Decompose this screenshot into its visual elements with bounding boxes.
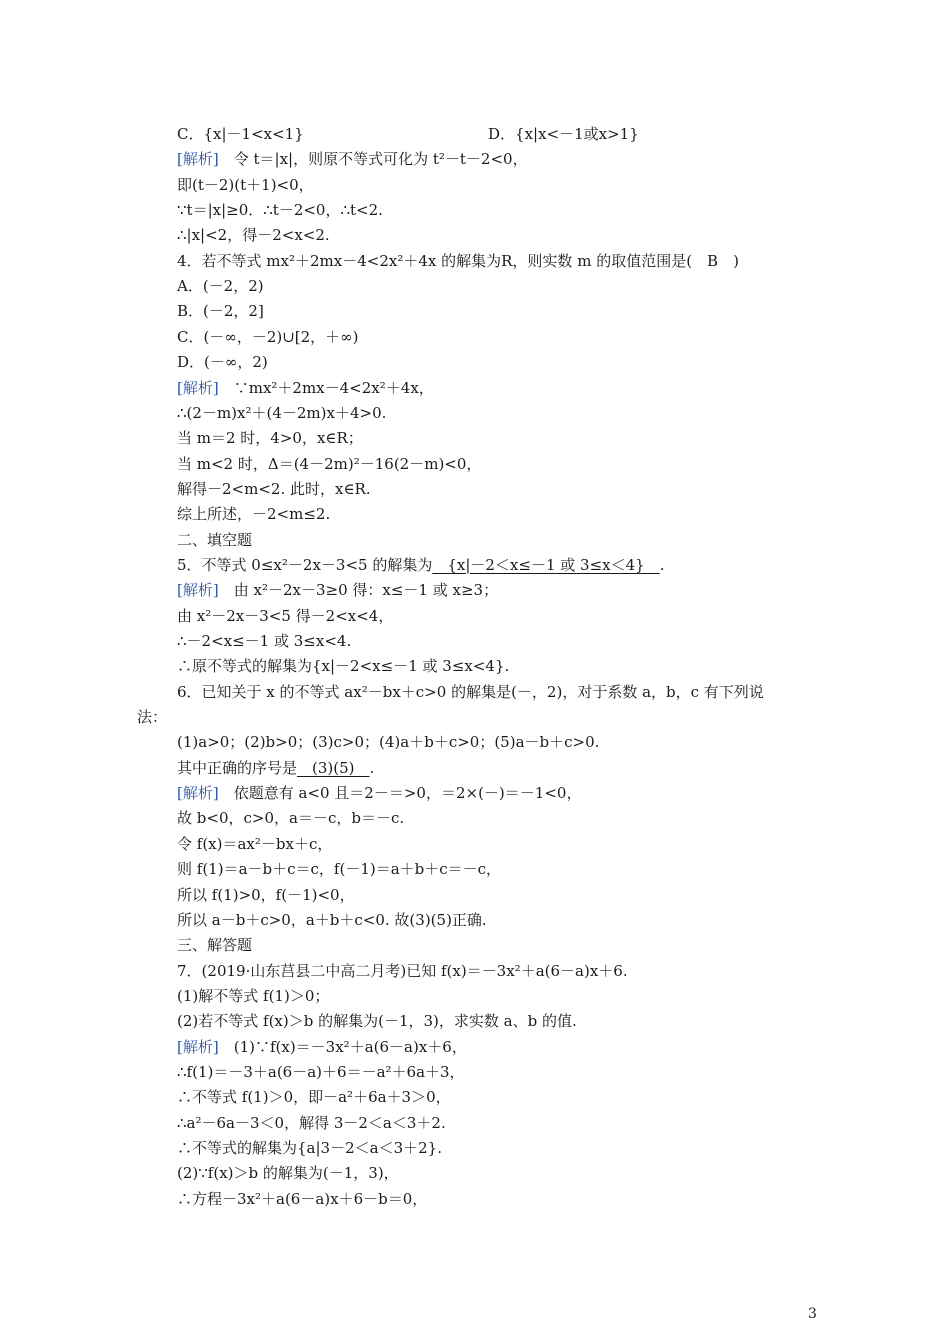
option-d: D．{x|x<－1或x>1} — [488, 125, 639, 143]
text-line — [177, 758, 374, 778]
text-line — [177, 530, 252, 550]
text-line — [177, 124, 639, 144]
text-line — [177, 935, 252, 955]
text-line — [177, 580, 498, 600]
line-text: 综上所述，－2<m≤2. — [177, 505, 331, 524]
line-text: 由 x²－2x－3≥0 得：x≤－1 或 x≥3； — [218, 581, 499, 600]
line-text: B．(－2，2] — [177, 302, 264, 321]
text-line — [177, 175, 314, 195]
text-line — [177, 225, 330, 245]
text-line — [177, 1011, 577, 1031]
line-text: 由 x²－2x－3<5 得－2<x<4， — [177, 606, 394, 625]
text-line — [177, 859, 501, 879]
line-text: 二、填空题 — [177, 530, 253, 549]
line-text: (2)∵f(x)＞b 的解集为(－1，3)， — [177, 1164, 399, 1183]
text-line — [177, 276, 264, 296]
text-line — [177, 1189, 427, 1209]
text-line — [177, 403, 386, 423]
line-text: 6．已知关于 x 的不等式 ax²－bx＋c>0 的解集是(－，2)，对于系数 a，b，c 有下列说 — [177, 682, 764, 701]
analysis-tag: [解析] — [177, 150, 219, 169]
analysis-tag: [解析] — [177, 581, 219, 600]
line-text: 解得－2<m<2. 此时，x∈R. — [177, 479, 371, 498]
text-line — [177, 1113, 446, 1133]
text-line — [177, 479, 371, 499]
line-text: 三、解答题 — [177, 936, 253, 955]
text-line — [177, 428, 363, 448]
text-line — [177, 606, 393, 626]
line-text: 则 f(1)＝a－b＋c＝c，f(－1)＝a＋b＋c＝－c， — [177, 860, 502, 879]
text-line — [177, 961, 628, 981]
line-text: C．{x|－1<x<1} — [177, 125, 304, 143]
line-text: 依题意有 a<0 且＝2－＝>0，＝2×(－)＝－1<0， — [218, 784, 582, 803]
text-line — [177, 1087, 451, 1107]
text-line — [137, 707, 167, 727]
analysis-tag: [解析] — [177, 784, 219, 803]
text-line — [177, 301, 264, 321]
text-line — [177, 732, 599, 752]
text-line — [177, 1163, 399, 1183]
line-text: C．(－∞，－2)∪[2，＋∞) — [177, 327, 359, 346]
text-line — [177, 200, 383, 220]
line-text: ∴|x|<2，得－2<x<2. — [177, 226, 330, 245]
text-line — [177, 682, 764, 702]
text-line — [177, 1037, 467, 1057]
line-text: 当 m＝2 时，4>0，x∈R； — [177, 429, 363, 448]
text-line — [177, 885, 355, 905]
line-text: 法： — [137, 708, 168, 727]
line-text: A．(－2，2) — [177, 277, 264, 296]
line-text: D．(－∞，2) — [177, 353, 268, 372]
line-text: ∴f(1)＝－3＋a(6－a)＋6＝－a²＋6a＋3， — [177, 1062, 465, 1081]
line-text: ∵mx²＋2mx－4<2x²＋4x， — [218, 378, 434, 397]
line-text: 即(t－2)(t＋1)<0， — [177, 175, 314, 194]
line-text: ∴不等式的解集为{a|3－2＜a＜3＋2}. — [177, 1139, 442, 1157]
text-line — [177, 555, 664, 575]
line-text: 令 f(x)＝ax²－bx＋c， — [177, 834, 333, 853]
line-text: 所以 f(1)>0，f(－1)<0， — [177, 885, 355, 904]
text-line — [177, 656, 509, 676]
line-text: 4．若不等式 mx²＋2mx－4<2x²＋4x 的解集为R，则实数 m 的取值范围是( B ) — [177, 251, 739, 270]
text-line — [177, 327, 359, 347]
line-text: 7．(2019·山东莒县二中高二月考)已知 f(x)＝－3x²＋a(6－a)x＋6. — [177, 961, 628, 980]
line-text: (1)a>0；(2)b>0；(3)c>0；(4)a＋b＋c>0；(5)a－b＋c>0. — [177, 733, 600, 752]
line-text: ∴原不等式的解集为{x|－2<x≤－1 或 3≤x<4}. — [177, 657, 510, 676]
text-line — [177, 783, 581, 803]
text-line — [177, 352, 268, 372]
answer-blank: {x|－2＜x≤－1 或 3≤x＜4} — [432, 555, 660, 574]
text-line — [177, 834, 332, 854]
line-text: ∵t＝|x|≥0．∴t－2<0，∴t<2. — [177, 201, 383, 220]
text-line — [177, 1138, 442, 1158]
text-line — [177, 910, 487, 930]
line-text: 5．不等式 0≤x²－2x－3<5 的解集为 — [177, 555, 433, 574]
line-text: ∴(2－m)x²＋(4－2m)x＋4>0. — [177, 403, 387, 422]
text-line — [177, 504, 330, 524]
text-line — [177, 378, 434, 398]
line-text: ∴－2<x≤－1 或 3≤x<4. — [177, 632, 352, 650]
line-text: 所以 a－b＋c>0，a＋b＋c<0. 故(3)(5)正确. — [177, 910, 487, 929]
text-line — [177, 986, 329, 1006]
text-line — [177, 149, 528, 169]
line-text: 故 b<0，c>0，a＝－c，b＝－c. — [177, 809, 405, 828]
text-line — [177, 1062, 465, 1082]
line-text: (2)若不等式 f(x)＞b 的解集为(－1，3)，求实数 a、b 的值. — [177, 1012, 577, 1031]
text-line — [177, 454, 481, 474]
line-text: (1)∵f(x)＝－3x²＋a(6－a)x＋6， — [218, 1037, 467, 1056]
line-text-tail: . — [369, 758, 375, 777]
analysis-tag: [解析] — [177, 378, 219, 397]
page-number: 3 — [808, 1306, 817, 1322]
line-text: 令 t＝|x|，则原不等式可化为 t²－t－2<0， — [218, 150, 528, 169]
line-text: 当 m<2 时，Δ＝(4－2m)²－16(2－m)<0， — [177, 454, 482, 473]
line-text: ∴不等式 f(1)＞0，即－a²＋6a＋3＞0， — [177, 1088, 451, 1107]
text-line — [177, 631, 351, 651]
line-text: (1)解不等式 f(1)＞0； — [177, 986, 330, 1005]
line-text-tail: . — [659, 555, 665, 574]
text-line — [177, 808, 404, 828]
text-line — [177, 251, 739, 271]
answer-blank: (3)(5) — [297, 758, 370, 777]
analysis-tag: [解析] — [177, 1037, 219, 1056]
line-text: ∴方程－3x²＋a(6－a)x＋6－b＝0， — [177, 1189, 428, 1208]
line-text: 其中正确的序号是 — [177, 758, 298, 777]
line-text: ∴a²－6a－3＜0，解得 3－2＜a＜3＋2. — [177, 1113, 446, 1132]
